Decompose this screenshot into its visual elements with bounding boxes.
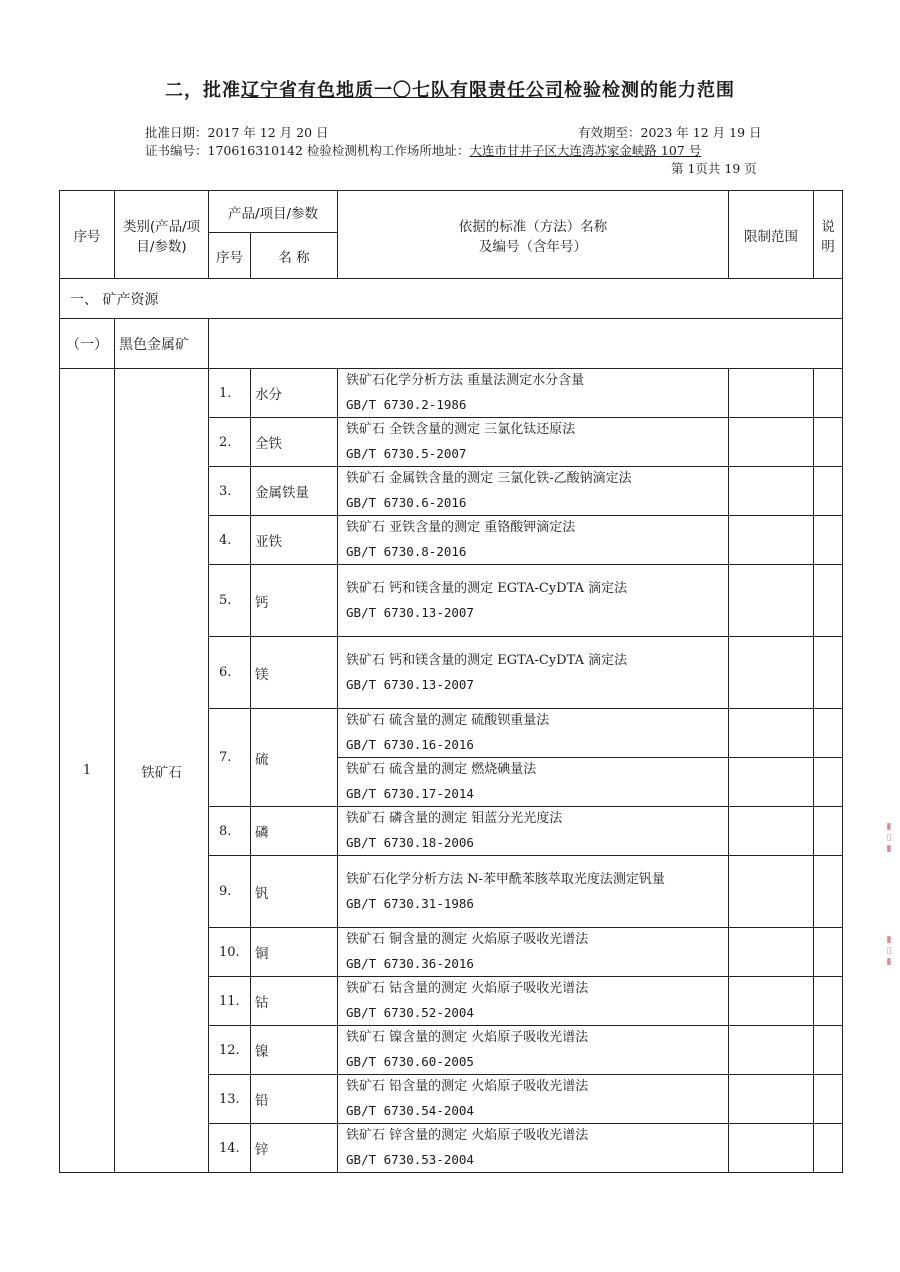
limit-cell	[729, 1026, 814, 1075]
note-cell	[814, 637, 843, 709]
standard-cell	[338, 1124, 729, 1173]
item-number: 6.	[209, 637, 251, 709]
standard-cell	[338, 467, 729, 516]
item-number: 8.	[209, 807, 251, 856]
page-info: 第 1页共 19 页	[671, 161, 757, 176]
note-cell	[814, 1124, 843, 1173]
item-name: 钴	[251, 977, 338, 1026]
standard-code: GB/T 6730.18-2006	[346, 835, 474, 850]
col-header-seq: 序号	[60, 191, 115, 279]
capability-table	[59, 190, 843, 1173]
standard-code: GB/T 6730.8-2016	[346, 544, 467, 559]
limit-cell	[729, 928, 814, 977]
standard-title: 铁矿石 全铁含量的测定 三氯化钛还原法	[346, 422, 576, 437]
standard-cell	[338, 928, 729, 977]
section-heading: 一、 矿产资源	[60, 279, 843, 319]
limit-cell	[729, 637, 814, 709]
note-cell	[814, 977, 843, 1026]
col-header-category: 类别(产品/项目/参数)	[115, 191, 209, 279]
standard-code: GB/T 6730.54-2004	[346, 1103, 474, 1118]
standard-title: 铁矿石化学分析方法 N-苯甲酰苯胲萃取光度法测定钒量	[346, 871, 665, 887]
limit-cell	[729, 418, 814, 467]
standard-code: GB/T 6730.60-2005	[346, 1054, 474, 1069]
col-header-sub-seq: 序号	[209, 233, 251, 279]
subsection-number: （一）	[60, 319, 115, 369]
limit-cell	[729, 1075, 814, 1124]
subsection-name: 黑色金属矿	[115, 319, 209, 369]
item-number: 9.	[209, 856, 251, 928]
standard-code: GB/T 6730.6-2016	[346, 495, 467, 510]
standard-cell	[338, 418, 729, 467]
standard-cell	[338, 977, 729, 1026]
standard-code: GB/T 6730.5-2007	[346, 446, 467, 461]
note-cell	[814, 709, 843, 758]
limit-cell	[729, 977, 814, 1026]
standard-code: GB/T 6730.17-2014	[346, 786, 474, 801]
item-name: 亚铁	[251, 516, 338, 565]
note-cell	[814, 467, 843, 516]
note-cell	[814, 516, 843, 565]
standard-cell	[338, 369, 729, 418]
standard-code: GB/T 6730.13-2007	[346, 604, 474, 620]
col-header-standard-line1: 依据的标准（方法）名称	[458, 218, 608, 235]
lab-address: 大连市甘井子区大连湾苏家金峡路 107 号	[469, 143, 702, 158]
note-cell	[814, 807, 843, 856]
item-name: 金属铁量	[251, 467, 338, 516]
standard-code: GB/T 6730.2-1986	[346, 397, 467, 412]
edge-stamp-mark: ▮▯▮	[884, 822, 894, 855]
standard-cell	[338, 709, 729, 758]
cert-prefix: 证书编号：170616310142 检验检测机构工作场所地址：	[145, 143, 470, 158]
item-number: 5.	[209, 565, 251, 637]
item-name: 钙	[251, 565, 338, 637]
standard-title: 铁矿石 金属铁含量的测定 三氯化铁-乙酸钠滴定法	[346, 471, 632, 486]
standard-title: 铁矿石 钙和镁含量的测定 EGTA-CyDTA 滴定法	[346, 652, 628, 668]
limit-cell	[729, 565, 814, 637]
standard-code: GB/T 6730.53-2004	[346, 1152, 474, 1167]
note-cell	[814, 565, 843, 637]
standard-title: 铁矿石 硫含量的测定 燃烧碘量法	[346, 762, 537, 777]
valid-until: 有效期至：2023 年 12 月 19 日	[578, 125, 762, 140]
group-seq: 1	[60, 369, 115, 1173]
approval-date: 批准日期：2017 年 12 月 20 日	[145, 125, 329, 140]
note-cell	[814, 928, 843, 977]
page-title	[0, 76, 900, 102]
item-name: 硫	[251, 709, 338, 807]
item-name: 镍	[251, 1026, 338, 1075]
note-cell	[814, 1026, 843, 1075]
item-number: 13.	[209, 1075, 251, 1124]
limit-cell	[729, 758, 814, 807]
standard-title: 铁矿石 锌含量的测定 火焰原子吸收光谱法	[346, 1128, 589, 1143]
standard-title: 铁矿石 镍含量的测定 火焰原子吸收光谱法	[346, 1030, 589, 1045]
standard-code: GB/T 6730.52-2004	[346, 1005, 474, 1020]
subsection-blank	[209, 319, 843, 369]
limit-cell	[729, 856, 814, 928]
item-name: 全铁	[251, 418, 338, 467]
standard-title: 铁矿石化学分析方法 重量法测定水分含量	[346, 373, 585, 388]
item-name: 镁	[251, 637, 338, 709]
limit-cell	[729, 1124, 814, 1173]
standard-title: 铁矿石 亚铁含量的测定 重铬酸钾滴定法	[346, 520, 576, 535]
item-number: 3.	[209, 467, 251, 516]
standard-cell	[338, 758, 729, 807]
table-row	[60, 369, 843, 418]
item-name: 铜	[251, 928, 338, 977]
note-cell	[814, 1075, 843, 1124]
standard-cell	[338, 807, 729, 856]
limit-cell	[729, 709, 814, 758]
col-header-standard	[338, 191, 729, 279]
item-number: 12.	[209, 1026, 251, 1075]
standard-title: 铁矿石 磷含量的测定 钼蓝分光光度法	[346, 811, 563, 826]
item-number: 4.	[209, 516, 251, 565]
item-number: 1.	[209, 369, 251, 418]
title-prefix: 二，批准	[165, 80, 241, 101]
cert-line	[145, 141, 701, 159]
item-name: 铅	[251, 1075, 338, 1124]
note-cell	[814, 369, 843, 418]
item-number: 7.	[209, 709, 251, 807]
org-name: 辽宁省有色地质一〇七队有限责任公司	[241, 80, 564, 101]
col-header-standard-line2: 及编号（含年号）	[479, 238, 588, 255]
standard-cell	[338, 516, 729, 565]
standard-cell	[338, 1075, 729, 1124]
item-number: 11.	[209, 977, 251, 1026]
item-name: 水分	[251, 369, 338, 418]
note-cell	[814, 856, 843, 928]
standard-cell	[338, 637, 729, 709]
col-header-product-group: 产品/项目/参数	[209, 191, 338, 233]
col-header-limit: 限制范围	[729, 191, 814, 279]
item-number: 14.	[209, 1124, 251, 1173]
note-cell	[814, 418, 843, 467]
item-name: 磷	[251, 807, 338, 856]
edge-stamp-mark: ▮▯▮	[884, 935, 894, 968]
limit-cell	[729, 516, 814, 565]
limit-cell	[729, 369, 814, 418]
col-header-note: 说明	[814, 191, 843, 279]
standard-cell	[338, 1026, 729, 1075]
item-name: 钒	[251, 856, 338, 928]
item-number: 2.	[209, 418, 251, 467]
standard-title: 铁矿石 钙和镁含量的测定 EGTA-CyDTA 滴定法	[346, 580, 628, 596]
standard-code: GB/T 6730.16-2016	[346, 737, 474, 752]
limit-cell	[729, 807, 814, 856]
standard-code: GB/T 6730.36-2016	[346, 956, 474, 971]
standard-title: 铁矿石 硫含量的测定 硫酸钡重量法	[346, 713, 550, 728]
standard-code: GB/T 6730.13-2007	[346, 676, 474, 692]
col-header-name: 名 称	[251, 233, 338, 279]
group-name: 铁矿石	[115, 369, 209, 1173]
title-suffix: 检验检测的能力范围	[564, 80, 735, 101]
item-name: 锌	[251, 1124, 338, 1173]
standard-title: 铁矿石 钴含量的测定 火焰原子吸收光谱法	[346, 981, 589, 996]
standard-cell	[338, 565, 729, 637]
standard-title: 铁矿石 铅含量的测定 火焰原子吸收光谱法	[346, 1079, 589, 1094]
standard-title: 铁矿石 铜含量的测定 火焰原子吸收光谱法	[346, 932, 589, 947]
note-cell	[814, 758, 843, 807]
item-number: 10.	[209, 928, 251, 977]
standard-cell	[338, 856, 729, 928]
standard-code: GB/T 6730.31-1986	[346, 895, 474, 911]
limit-cell	[729, 467, 814, 516]
